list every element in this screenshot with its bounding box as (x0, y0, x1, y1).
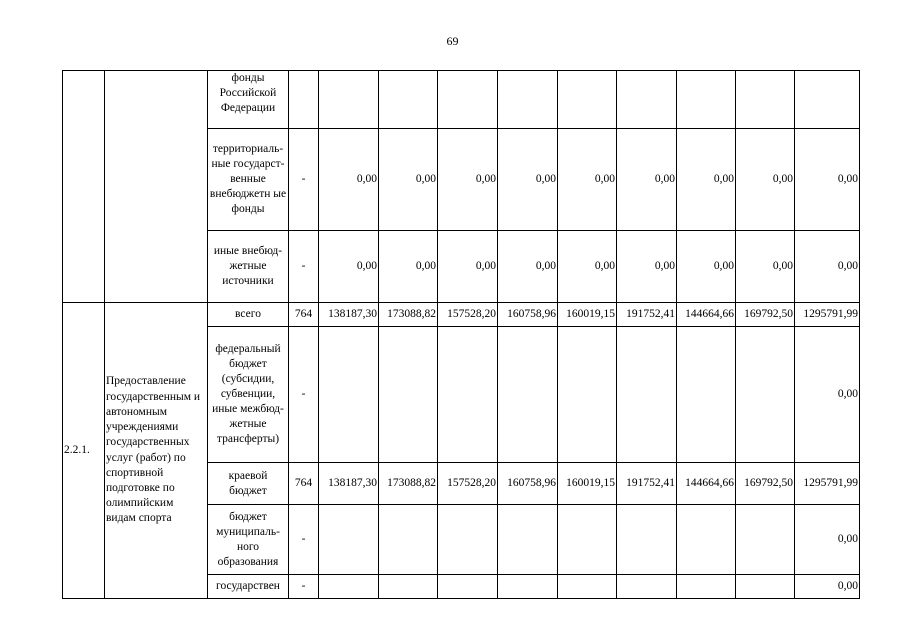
value-cell: 169792,50 (736, 463, 795, 505)
source-cell: государствен (208, 575, 289, 599)
kbk-cell: - (289, 575, 319, 599)
value-cell (558, 575, 617, 599)
value-cell (795, 71, 860, 129)
value-cell (498, 505, 558, 575)
value-cell: 0,00 (379, 231, 438, 303)
kbk-cell: - (289, 231, 319, 303)
kbk-cell: 764 (289, 463, 319, 505)
value-cell (498, 71, 558, 129)
value-cell: 0,00 (558, 129, 617, 231)
value-cell: 160019,15 (558, 463, 617, 505)
kbk-cell: - (289, 505, 319, 575)
value-cell: 1295791,99 (795, 463, 860, 505)
value-cell: 191752,41 (617, 303, 677, 327)
value-cell: 0,00 (498, 231, 558, 303)
value-cell: 0,00 (319, 129, 379, 231)
value-cell (617, 71, 677, 129)
measure-code: 2.2.1. (63, 303, 105, 599)
value-cell: 0,00 (795, 231, 860, 303)
value-cell (677, 327, 736, 463)
source-cell: иные внебюд-жетные источники (208, 231, 289, 303)
value-cell: 173088,82 (379, 303, 438, 327)
value-cell (558, 71, 617, 129)
value-cell (558, 505, 617, 575)
value-cell: 169792,50 (736, 303, 795, 327)
value-cell: 157528,20 (438, 463, 498, 505)
value-cell: 160758,96 (498, 303, 558, 327)
value-cell (438, 327, 498, 463)
value-cell (379, 71, 438, 129)
value-cell (617, 575, 677, 599)
value-cell (677, 505, 736, 575)
value-cell (558, 327, 617, 463)
value-cell: 0,00 (677, 129, 736, 231)
kbk-cell (289, 71, 319, 129)
value-cell: 0,00 (736, 231, 795, 303)
kbk-cell: 764 (289, 303, 319, 327)
value-cell (379, 575, 438, 599)
value-cell (319, 71, 379, 129)
source-cell: всего (208, 303, 289, 327)
value-cell: 191752,41 (617, 463, 677, 505)
value-cell (617, 327, 677, 463)
value-cell (379, 505, 438, 575)
kbk-cell: - (289, 129, 319, 231)
value-cell: 0,00 (795, 505, 860, 575)
source-cell: краевой бюджет (208, 463, 289, 505)
value-cell: 0,00 (438, 231, 498, 303)
value-cell: 0,00 (736, 129, 795, 231)
table-row (63, 303, 860, 327)
value-cell (319, 575, 379, 599)
value-cell: 173088,82 (379, 463, 438, 505)
value-cell: 0,00 (617, 231, 677, 303)
source-cell: федеральный бюджет (субсидии, субвенции, иные межбюд-жетные трансферты) (208, 327, 289, 463)
value-cell (736, 327, 795, 463)
value-cell: 138187,30 (319, 303, 379, 327)
value-cell: 0,00 (677, 231, 736, 303)
measure-name: Предоставление государственным и автономным учреждениями государственных услуг (работ) по спортивной подготовке по олимпийским видам спорта (105, 303, 208, 599)
value-cell: 0,00 (319, 231, 379, 303)
value-cell (617, 505, 677, 575)
value-cell: 0,00 (617, 129, 677, 231)
value-cell (677, 71, 736, 129)
value-cell: 1295791,99 (795, 303, 860, 327)
table-row (63, 71, 860, 129)
value-cell: 160019,15 (558, 303, 617, 327)
value-cell (677, 575, 736, 599)
prev-code-cell (63, 71, 105, 303)
source-cell: фонды Российской Федерации (208, 71, 289, 129)
value-cell: 0,00 (379, 129, 438, 231)
kbk-cell: - (289, 327, 319, 463)
value-cell: 0,00 (795, 575, 860, 599)
value-cell: 0,00 (795, 129, 860, 231)
value-cell (319, 505, 379, 575)
value-cell: 0,00 (558, 231, 617, 303)
source-cell: территориаль-ные государст-венные внебюджетн ые фонды (208, 129, 289, 231)
value-cell: 138187,30 (319, 463, 379, 505)
value-cell: 0,00 (438, 129, 498, 231)
budget-table (62, 70, 860, 599)
value-cell (498, 327, 558, 463)
value-cell (379, 327, 438, 463)
value-cell: 0,00 (498, 129, 558, 231)
source-cell: бюджет муниципаль-ного образования (208, 505, 289, 575)
value-cell: 144664,66 (677, 463, 736, 505)
value-cell (438, 575, 498, 599)
prev-name-cell (105, 71, 208, 303)
value-cell (319, 327, 379, 463)
page-number: 69 (446, 34, 459, 48)
value-cell (736, 575, 795, 599)
value-cell: 160758,96 (498, 463, 558, 505)
value-cell (736, 505, 795, 575)
value-cell (498, 575, 558, 599)
value-cell: 144664,66 (677, 303, 736, 327)
value-cell: 157528,20 (438, 303, 498, 327)
value-cell: 0,00 (795, 327, 860, 463)
value-cell (736, 71, 795, 129)
value-cell (438, 505, 498, 575)
value-cell (438, 71, 498, 129)
